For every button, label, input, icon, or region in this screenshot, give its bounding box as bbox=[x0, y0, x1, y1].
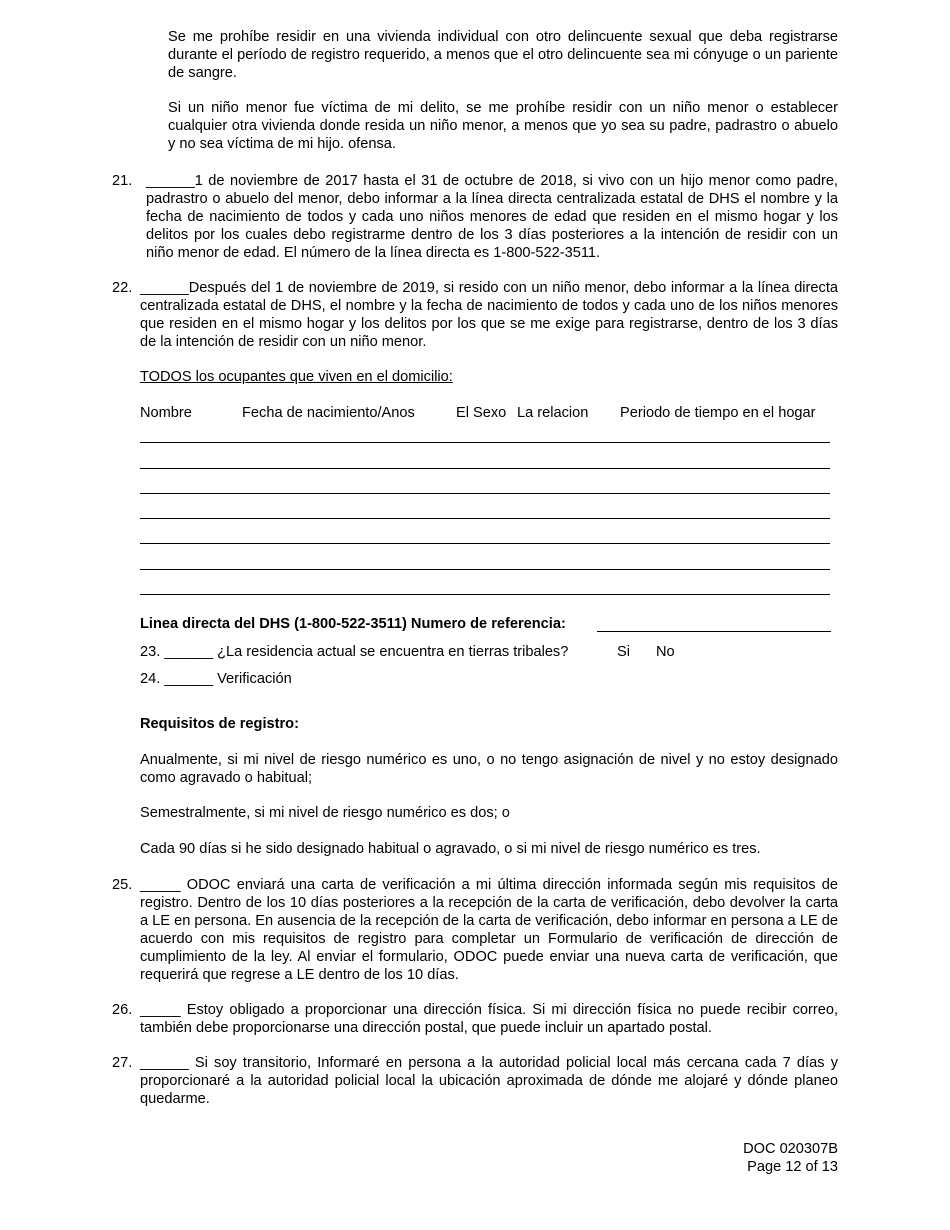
requirement-semiannual: Semestralmente, si mi nivel de riesgo numérico es dos; o bbox=[140, 805, 510, 821]
column-fecha-nacimiento: Fecha de nacimiento/Anos bbox=[242, 405, 415, 421]
item-25-text: _____ ODOC enviará una carta de verificación a mi última dirección informada según mis requisitos de registro. Dentro de los 10 días posteriores a la recepción de la carta de verificación, debo devolver la carta a LE en persona. En ausencia de la recepción de la carta de verificación, debo informar en persona a LE de acuerdo con mis requisitos de registro para completar un Formulario de verificación de dirección de cumplimiento de la ley. Al enviar el formulario, ODOC puede enviar una nueva carta de verificación, que requerirá que regrese a LE dentro de los 10 días. bbox=[140, 877, 838, 983]
item-21-text bbox=[146, 172, 838, 262]
intro-paragraph-1: Se me prohíbe residir en una vivienda individual con otro delincuente sexual que deba registrarse durante el período de registro requerido, a menos que el otro delincuente sea mi cónyuge o un pariente de sangre. bbox=[168, 29, 838, 81]
item-27-number: 27. bbox=[112, 1055, 133, 1071]
column-periodo: Periodo de tiempo en el hogar bbox=[620, 405, 816, 421]
item-23-no[interactable]: No bbox=[656, 644, 675, 660]
requirement-annual: Anualmente, si mi nivel de riesgo numérico es uno, o no tengo asignación de nivel y no estoy designado como agravado o habitual; bbox=[140, 752, 838, 786]
hotline-label: Linea directa del DHS (1-800-522-3511) Numero de referencia: bbox=[140, 616, 566, 632]
item-23-text: 23. ______ ¿La residencia actual se encuentra en tierras tribales? bbox=[140, 644, 569, 660]
occupant-entry-line[interactable] bbox=[140, 493, 830, 494]
item-24-text: 24. ______ Verificación bbox=[140, 671, 292, 687]
occupant-entry-line[interactable] bbox=[140, 543, 830, 544]
occupant-entry-line[interactable] bbox=[140, 569, 830, 570]
page-number: Page 12 of 13 bbox=[747, 1159, 838, 1175]
item-22-number: 22. bbox=[112, 280, 133, 296]
item-21-body: 1 de noviembre de 2017 hasta el 31 de octubre de 2018, si vivo con un hijo menor como padre, padrastro o abuelo del menor, debo informar a la línea directa centralizada estatal de DHS el nombre y la fecha de nacimiento de todos y cada uno niños menores de edad que residen en el mismo hogar y los delitos por los cuales debo registrarme dentro de los 3 días posteriores a la intención de residir con un niño menor de edad. El número de la línea directa es 1-800-522-3511. bbox=[146, 173, 838, 261]
item-22-text bbox=[140, 279, 838, 351]
occupant-entry-line[interactable] bbox=[140, 518, 830, 519]
item-27-text: ______ Si soy transitorio, Informaré en persona a la autoridad policial local más cercana cada 7 días y proporcionaré a la autoridad policial local la ubicación aproximada de dónde me alojaré y dónde planeo quedarme. bbox=[140, 1055, 838, 1107]
item-21-blank[interactable]: ______ bbox=[146, 173, 195, 189]
intro-paragraph-2: Si un niño menor fue víctima de mi delito, se me prohíbe residir con un niño menor o establecer cualquier otra vivienda donde resida un niño menor, a menos que yo sea su padre, padrastro o abuelo y no sea víctima de mi hijo. ofensa. bbox=[168, 100, 838, 152]
column-nombre: Nombre bbox=[140, 405, 192, 421]
occupants-title: TODOS los ocupantes que viven en el domicilio: bbox=[140, 369, 453, 385]
item-26-text: _____ Estoy obligado a proporcionar una dirección física. Si mi dirección física no puede recibir correo, también debe proporcionarse una dirección postal, que puede incluir un apartado postal. bbox=[140, 1002, 838, 1036]
item-22-blank[interactable]: ______ bbox=[140, 280, 189, 296]
item-26-number: 26. bbox=[112, 1002, 133, 1018]
item-23-yes[interactable]: Si bbox=[617, 644, 630, 660]
reference-number-field[interactable] bbox=[597, 631, 831, 632]
occupant-entry-line[interactable] bbox=[140, 594, 830, 595]
occupant-entry-line[interactable] bbox=[140, 442, 830, 443]
doc-number: DOC 020307B bbox=[743, 1141, 838, 1157]
item-21-number: 21. bbox=[112, 173, 133, 189]
footer bbox=[743, 1140, 838, 1176]
item-25-number: 25. bbox=[112, 877, 133, 893]
column-sexo: El Sexo bbox=[456, 405, 507, 421]
requirement-90-days: Cada 90 días si he sido designado habitual o agravado, o si mi nivel de riesgo numérico es tres. bbox=[140, 841, 761, 857]
item-22-body: Después del 1 de noviembre de 2019, si resido con un niño menor, debo informar a la línea directa centralizada estatal de DHS, el nombre y la fecha de nacimiento de todos y cada uno de los niños menores que residen en el mismo hogar y los delitos por los que se me exige para registrarse, dentro de los 3 días de la intención de residir con un niño menor. bbox=[140, 280, 838, 350]
column-relacion: La relacion bbox=[517, 405, 589, 421]
requirements-heading: Requisitos de registro: bbox=[140, 716, 299, 732]
occupant-entry-line[interactable] bbox=[140, 468, 830, 469]
